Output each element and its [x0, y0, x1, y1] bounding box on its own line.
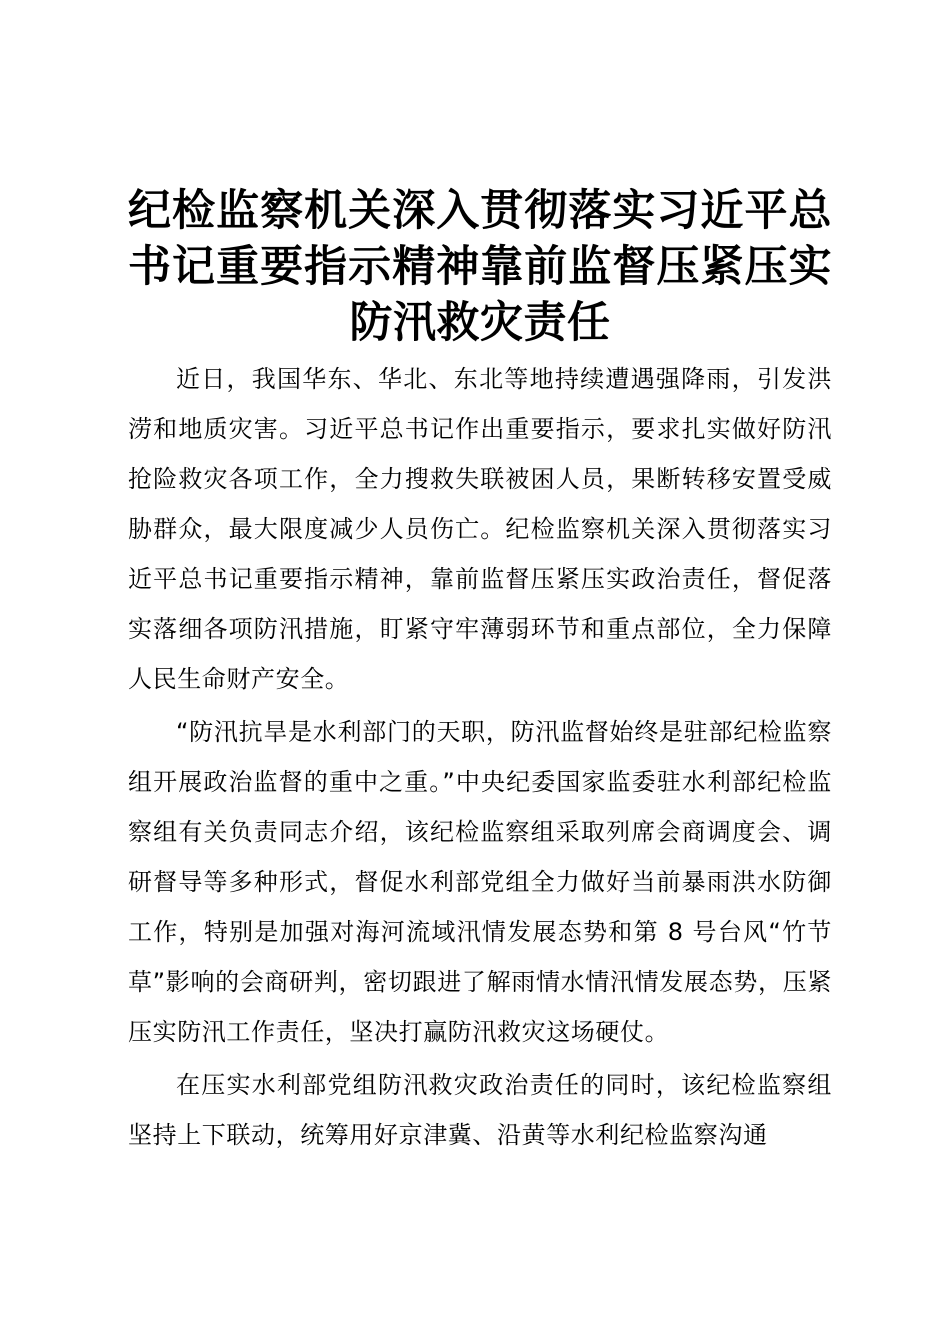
document-title: 纪检监察机关深入贯彻落实习近平总书记重要指示精神靠前监督压紧压实防汛救灾责任	[128, 186, 832, 348]
body-paragraph-3: 在压实水利部党组防汛救灾政治责任的同时，该纪检监察组坚持上下联动，统筹用好京津冀、沿黄等水利纪检监察沟通	[128, 1071, 832, 1149]
body-paragraph-1: 近日，我国华东、华北、东北等地持续遭遇强降雨，引发洪涝和地质灾害。习近平总书记作出重要指示，要求扎实做好防汛抢险救灾各项工作，全力搜救失联被困人员，果断转移安置受威胁群众，最大限度减少人员伤亡。纪检监察机关深入贯彻落实习近平总书记重要指示精神，靠前监督压紧压实政治责任，督促落实落细各项防汛措施，盯紧守牢薄弱环节和重点部位，全力保障人民生命财产安全。	[128, 365, 832, 693]
body-paragraph-2: “防汛抗旱是水利部门的天职，防汛监督始终是驻部纪检监察组开展政治监督的重中之重。”中央纪委国家监委驻水利部纪检监察组有关负责同志介绍，该纪检监察组采取列席会商调度会、调研督导等多种形式，督促水利部党组全力做好当前暴雨洪水防御工作，特别是加强对海河流域汛情发展态势和第 8 号台风“竹节草”影响的会商研判，密切跟进了解雨情水情汛情发展态势，压紧压实防汛工作责任，坚决打赢防汛救灾这场硬仗。	[128, 718, 832, 1046]
document-page	[128, 183, 832, 1160]
